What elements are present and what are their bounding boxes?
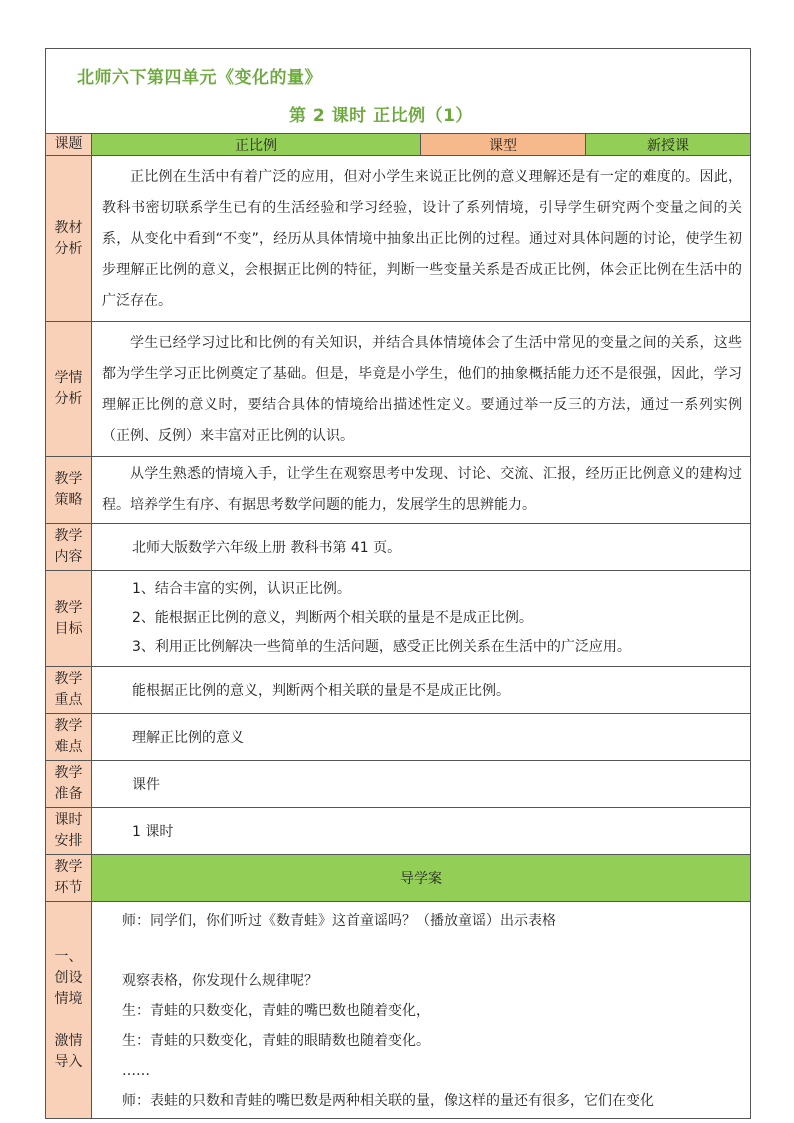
lesson-line: 生：青蛙的只数变化，青蛙的眼睛数也随着变化。 (122, 1033, 430, 1049)
stage-one-label: 一、 创设 情境 激情 导入 (46, 902, 92, 1119)
goals-row (46, 571, 751, 667)
textbook-analysis-row (46, 156, 751, 322)
difficulties-text: 理解正比例的意义 (92, 714, 751, 761)
preparation-label: 教学 准备 (46, 761, 92, 808)
student-analysis-label: 学情 分析 (46, 322, 92, 457)
lesson-title: 第 2 课时 正比例（1） (289, 106, 473, 126)
guided-plan-header: 导学案 (92, 855, 751, 902)
content-label: 教学 内容 (46, 524, 92, 571)
textbook-analysis-text: 正比例在生活中有着广泛的应用，但对小学生来说正比例的意义理解还是有一定的难度的。因此，教科书密切联系学生已有的生活经验和学习经验，设计了系列情境，引导学生研究两个变量之间的关系，从变化中看到“不变”，经历从具体情境中抽象出正比例的过程。通过对具体问题的讨论，使学生初步理解正比例的意义，会根据正比例的特征，判断一些变量关系是否成正比例，体会正比例在生活中的广泛存在。 (92, 156, 751, 322)
goal-item: 2、能根据正比例的意义，判断两个相关联的量是不是成正比例。 (132, 610, 533, 626)
goal-item: 3、利用正比例解决一些简单的生活问题，感受正比例关系在生活中的广泛应用。 (132, 639, 631, 655)
key-points-label: 教学 重点 (46, 667, 92, 714)
stages-row (46, 855, 751, 902)
strategy-row (46, 457, 751, 524)
type-label: 课型 (421, 134, 586, 156)
difficulties-label: 教学 难点 (46, 714, 92, 761)
info-row (46, 134, 751, 156)
lesson-line-blank (122, 936, 742, 966)
stage-one-row (46, 902, 751, 1119)
lesson-plan-table (45, 48, 751, 1119)
lesson-line: …… (122, 1063, 150, 1079)
schedule-text: 1 课时 (92, 808, 751, 855)
schedule-label: 课时 安排 (46, 808, 92, 855)
preparation-row (46, 761, 751, 808)
schedule-row (46, 808, 751, 855)
topic-label: 课题 (46, 134, 92, 156)
content-text: 北师大版数学六年级上册 教科书第 41 页。 (92, 524, 751, 571)
textbook-analysis-label: 教材 分析 (46, 156, 92, 322)
difficulties-row (46, 714, 751, 761)
lesson-line: 生：青蛙的只数变化，青蛙的嘴巴数也随着变化， (122, 1003, 430, 1019)
lesson-line: 师：表蛙的只数和青蛙的嘴巴数是两种相关联的量，像这样的量还有很多，它们在变化 (122, 1093, 654, 1109)
strategy-label: 教学 策略 (46, 457, 92, 524)
stages-label: 教学 环节 (46, 855, 92, 902)
title-cell (46, 49, 751, 134)
lesson-line: 师：同学们，你们听过《数青蛙》这首童谣吗？（播放童谣）出示表格 (122, 913, 556, 929)
lesson-plan-document (45, 48, 750, 1119)
stage-one-text (92, 902, 751, 1119)
student-analysis-row (46, 322, 751, 457)
content-row (46, 524, 751, 571)
topic-value: 正比例 (92, 134, 421, 156)
student-analysis-text: 学生已经学习过比和比例的有关知识，并结合具体情境体会了生活中常见的变量之间的关系，这些都为学生学习正比例奠定了基础。但是，毕竟是小学生，他们的抽象概括能力还不是很强，因此，学习理解正比例的意义时，要结合具体的情境给出描述性定义。要通过举一反三的方法，通过一系列实例（正例、反例）来丰富对正比例的认识。 (92, 322, 751, 457)
key-points-row (46, 667, 751, 714)
type-value: 新授课 (586, 134, 751, 156)
goals-label: 教学 目标 (46, 571, 92, 667)
preparation-text: 课件 (92, 761, 751, 808)
goals-list (92, 571, 751, 667)
unit-title: 北师六下第四单元《变化的量》 (77, 68, 322, 88)
goal-item: 1、结合丰富的实例，认识正比例。 (132, 581, 351, 597)
key-points-text: 能根据正比例的意义，判断两个相关联的量是不是成正比例。 (92, 667, 751, 714)
lesson-line: 观察表格，你发现什么规律呢？ (122, 973, 318, 989)
strategy-text: 从学生熟悉的情境入手，让学生在观察思考中发现、讨论、交流、汇报，经历正比例意义的建构过程。培养学生有序、有据思考数学问题的能力，发展学生的思辨能力。 (92, 457, 751, 524)
title-row (46, 49, 751, 134)
